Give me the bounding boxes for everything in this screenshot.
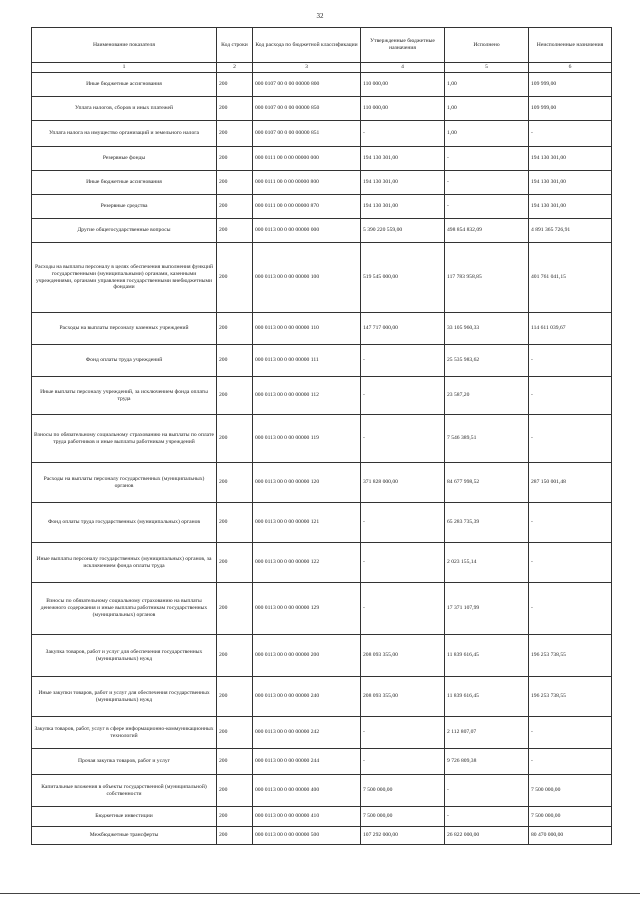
row-classification-code: 000 0107 00 0 00 00000 851 bbox=[253, 121, 361, 147]
row-approved: 7 500 000,00 bbox=[361, 775, 445, 807]
row-executed: 25 535 983,62 bbox=[445, 345, 529, 377]
table-body bbox=[32, 73, 612, 845]
row-executed: 9 726 809,38 bbox=[445, 749, 529, 775]
row-name: Резервные средства bbox=[32, 195, 217, 219]
row-executed: - bbox=[445, 775, 529, 807]
row-name: Расходы на выплаты персоналу в целях обеспечения выполнения функций государственными (муниципальными) органами, казенными учреждениями, органами управления государственными внебюджетными фондами bbox=[32, 243, 217, 313]
row-unexecuted: 194 130 301,00 bbox=[529, 171, 612, 195]
row-name: Иные бюджетные ассигнования bbox=[32, 73, 217, 97]
row-name: Расходы на выплаты персоналу государственных (муниципальных) органов bbox=[32, 463, 217, 503]
table-row bbox=[32, 147, 612, 171]
row-unexecuted: - bbox=[529, 377, 612, 415]
row-classification-code: 000 0113 00 0 00 00000 121 bbox=[253, 503, 361, 543]
row-executed: - bbox=[445, 171, 529, 195]
row-name: Межбюджетные трансферты bbox=[32, 827, 217, 845]
table-row bbox=[32, 827, 612, 845]
row-name: Другие общегосударственные вопросы bbox=[32, 219, 217, 243]
table-row bbox=[32, 717, 612, 749]
row-name: Взносы по обязательному социальному страхованию на выплаты по оплате труда работников и иные выплаты работникам учреждений bbox=[32, 415, 217, 463]
row-line-code: 200 bbox=[217, 635, 253, 677]
table-row bbox=[32, 415, 612, 463]
row-line-code: 200 bbox=[217, 313, 253, 345]
row-line-code: 200 bbox=[217, 171, 253, 195]
row-unexecuted: 109 999,00 bbox=[529, 73, 612, 97]
row-classification-code: 000 0113 00 0 00 00000 110 bbox=[253, 313, 361, 345]
row-line-code: 200 bbox=[217, 583, 253, 635]
column-number-row bbox=[32, 63, 612, 73]
row-name: Взносы по обязательному социальному страхованию на выплаты денежного содержания и иные выплаты работникам государственных (муниципальных) органов bbox=[32, 583, 217, 635]
row-line-code: 200 bbox=[217, 503, 253, 543]
row-executed: 7 546 389,51 bbox=[445, 415, 529, 463]
row-classification-code: 000 0113 00 0 00 00000 120 bbox=[253, 463, 361, 503]
row-name: Закупка товаров, работ и услуг для обеспечения государственных (муниципальных) нужд bbox=[32, 635, 217, 677]
row-classification-code: 000 0113 00 0 00 00000 500 bbox=[253, 827, 361, 845]
column-number: 5 bbox=[445, 63, 529, 73]
row-line-code: 200 bbox=[217, 345, 253, 377]
row-executed: 23 587,20 bbox=[445, 377, 529, 415]
row-classification-code: 000 0111 00 0 00 00000 000 bbox=[253, 147, 361, 171]
table-row bbox=[32, 677, 612, 717]
row-approved: 110 000,00 bbox=[361, 97, 445, 121]
table-row bbox=[32, 463, 612, 503]
row-name: Капитальные вложения в объекты государственной (муниципальной) собственности bbox=[32, 775, 217, 807]
row-classification-code: 000 0113 00 0 00 00000 400 bbox=[253, 775, 361, 807]
row-name: Иные выплаты персоналу государственных (муниципальных) органов, за исключением фонда оплаты труда bbox=[32, 543, 217, 583]
row-unexecuted: - bbox=[529, 503, 612, 543]
row-name: Закупка товаров, работ, услуг в сфере информационно-коммуникационных технологий bbox=[32, 717, 217, 749]
row-name: Прочая закупка товаров, работ и услуг bbox=[32, 749, 217, 775]
row-approved: 194 130 301,00 bbox=[361, 171, 445, 195]
row-unexecuted: 196 253 738,55 bbox=[529, 677, 612, 717]
table-row bbox=[32, 583, 612, 635]
table-row bbox=[32, 243, 612, 313]
row-approved: - bbox=[361, 717, 445, 749]
row-line-code: 200 bbox=[217, 717, 253, 749]
table-row bbox=[32, 171, 612, 195]
row-unexecuted: - bbox=[529, 415, 612, 463]
row-line-code: 200 bbox=[217, 121, 253, 147]
table-row bbox=[32, 775, 612, 807]
row-line-code: 200 bbox=[217, 195, 253, 219]
row-classification-code: 000 0113 00 0 00 00000 000 bbox=[253, 219, 361, 243]
row-unexecuted: - bbox=[529, 345, 612, 377]
table-row bbox=[32, 635, 612, 677]
row-line-code: 200 bbox=[217, 827, 253, 845]
row-executed: 11 839 616,45 bbox=[445, 677, 529, 717]
row-approved: - bbox=[361, 415, 445, 463]
row-unexecuted: 196 253 738,55 bbox=[529, 635, 612, 677]
row-executed: 1,00 bbox=[445, 73, 529, 97]
bottom-divider bbox=[0, 893, 640, 894]
row-approved: 147 717 000,00 bbox=[361, 313, 445, 345]
row-line-code: 200 bbox=[217, 377, 253, 415]
row-line-code: 200 bbox=[217, 463, 253, 503]
row-unexecuted: 7 500 000,00 bbox=[529, 807, 612, 827]
table-row bbox=[32, 313, 612, 345]
row-line-code: 200 bbox=[217, 677, 253, 717]
row-classification-code: 000 0113 00 0 00 00000 122 bbox=[253, 543, 361, 583]
row-name: Иные закупки товаров, работ и услуг для обеспечения государственных (муниципальных) нужд bbox=[32, 677, 217, 717]
row-unexecuted: - bbox=[529, 121, 612, 147]
row-classification-code: 000 0113 00 0 00 00000 410 bbox=[253, 807, 361, 827]
row-approved: 7 500 000,00 bbox=[361, 807, 445, 827]
row-approved: - bbox=[361, 749, 445, 775]
row-name: Уплата налога на имущество организаций и земельного налога bbox=[32, 121, 217, 147]
row-classification-code: 000 0107 00 0 00 00000 800 bbox=[253, 73, 361, 97]
row-classification-code: 000 0111 00 0 00 00000 870 bbox=[253, 195, 361, 219]
row-line-code: 200 bbox=[217, 73, 253, 97]
table-row bbox=[32, 121, 612, 147]
row-executed: - bbox=[445, 807, 529, 827]
row-classification-code: 000 0113 00 0 00 00000 129 bbox=[253, 583, 361, 635]
row-unexecuted: - bbox=[529, 583, 612, 635]
row-unexecuted: 194 130 301,00 bbox=[529, 195, 612, 219]
row-executed: 84 677 998,52 bbox=[445, 463, 529, 503]
table-row bbox=[32, 543, 612, 583]
row-unexecuted: 194 130 301,00 bbox=[529, 147, 612, 171]
header-executed: Исполнено bbox=[445, 28, 529, 63]
page-number: 32 bbox=[316, 12, 324, 20]
header-indicator-name: Наименование показателя bbox=[32, 28, 217, 63]
row-executed: 498 854 832,09 bbox=[445, 219, 529, 243]
row-line-code: 200 bbox=[217, 543, 253, 583]
row-classification-code: 000 0113 00 0 00 00000 119 bbox=[253, 415, 361, 463]
row-name: Фонд оплаты труда учреждений bbox=[32, 345, 217, 377]
header-row bbox=[32, 28, 612, 63]
row-executed: 1,00 bbox=[445, 121, 529, 147]
table-row bbox=[32, 97, 612, 121]
row-approved: 194 130 301,00 bbox=[361, 147, 445, 171]
table-row bbox=[32, 219, 612, 243]
row-classification-code: 000 0113 00 0 00 00000 100 bbox=[253, 243, 361, 313]
table-row bbox=[32, 749, 612, 775]
row-approved: 519 545 000,00 bbox=[361, 243, 445, 313]
row-executed: 1,00 bbox=[445, 97, 529, 121]
row-classification-code: 000 0113 00 0 00 00000 240 bbox=[253, 677, 361, 717]
table-row bbox=[32, 195, 612, 219]
row-executed: 33 105 960,33 bbox=[445, 313, 529, 345]
header-budget-classification: Код расхода по бюджетной классификации bbox=[253, 28, 361, 63]
row-classification-code: 000 0113 00 0 00 00000 112 bbox=[253, 377, 361, 415]
row-unexecuted: 287 150 001,48 bbox=[529, 463, 612, 503]
row-approved: - bbox=[361, 345, 445, 377]
row-approved: - bbox=[361, 583, 445, 635]
row-unexecuted: 401 761 041,15 bbox=[529, 243, 612, 313]
row-approved: 371 828 000,00 bbox=[361, 463, 445, 503]
row-approved: 208 093 355,00 bbox=[361, 677, 445, 717]
row-name: Фонд оплаты труда государственных (муниципальных) органов bbox=[32, 503, 217, 543]
row-name: Иные выплаты персоналу учреждений, за исключением фонда оплаты труда bbox=[32, 377, 217, 415]
table-row bbox=[32, 73, 612, 97]
row-line-code: 200 bbox=[217, 219, 253, 243]
row-approved: 208 093 355,00 bbox=[361, 635, 445, 677]
row-classification-code: 000 0113 00 0 00 00000 111 bbox=[253, 345, 361, 377]
column-number: 3 bbox=[253, 63, 361, 73]
row-approved: - bbox=[361, 503, 445, 543]
row-unexecuted: 80 470 000,00 bbox=[529, 827, 612, 845]
column-number: 1 bbox=[32, 63, 217, 73]
row-executed: 11 839 616,45 bbox=[445, 635, 529, 677]
row-line-code: 200 bbox=[217, 243, 253, 313]
row-executed: 17 371 107,99 bbox=[445, 583, 529, 635]
table-row bbox=[32, 377, 612, 415]
row-name: Расходы на выплаты персоналу казенных учреждений bbox=[32, 313, 217, 345]
row-classification-code: 000 0111 00 0 00 00000 800 bbox=[253, 171, 361, 195]
row-executed: - bbox=[445, 147, 529, 171]
row-unexecuted: 114 611 039,67 bbox=[529, 313, 612, 345]
column-number: 6 bbox=[529, 63, 612, 73]
table-row bbox=[32, 807, 612, 827]
row-approved: - bbox=[361, 377, 445, 415]
row-approved: 110 000,00 bbox=[361, 73, 445, 97]
row-line-code: 200 bbox=[217, 807, 253, 827]
table-row bbox=[32, 503, 612, 543]
row-executed: 65 283 735,39 bbox=[445, 503, 529, 543]
header-unexecuted: Неисполненные назначения bbox=[529, 28, 612, 63]
row-approved: 194 130 301,00 bbox=[361, 195, 445, 219]
row-name: Уплата налогов, сборов и иных платежей bbox=[32, 97, 217, 121]
row-approved: 107 292 000,00 bbox=[361, 827, 445, 845]
budget-execution-table bbox=[31, 27, 612, 845]
row-line-code: 200 bbox=[217, 97, 253, 121]
row-line-code: 200 bbox=[217, 147, 253, 171]
row-line-code: 200 bbox=[217, 749, 253, 775]
header-line-code: Код строки bbox=[217, 28, 253, 63]
row-unexecuted: 4 891 365 726,91 bbox=[529, 219, 612, 243]
row-approved: 5 390 220 559,00 bbox=[361, 219, 445, 243]
row-line-code: 200 bbox=[217, 415, 253, 463]
row-classification-code: 000 0113 00 0 00 00000 244 bbox=[253, 749, 361, 775]
row-classification-code: 000 0113 00 0 00 00000 242 bbox=[253, 717, 361, 749]
row-executed: 2 112 807,07 bbox=[445, 717, 529, 749]
row-name: Бюджетные инвестиции bbox=[32, 807, 217, 827]
row-executed: 26 822 000,00 bbox=[445, 827, 529, 845]
row-unexecuted: - bbox=[529, 749, 612, 775]
row-unexecuted: 109 999,00 bbox=[529, 97, 612, 121]
row-classification-code: 000 0107 00 0 00 00000 850 bbox=[253, 97, 361, 121]
row-classification-code: 000 0113 00 0 00 00000 200 bbox=[253, 635, 361, 677]
row-unexecuted: 7 500 000,00 bbox=[529, 775, 612, 807]
header-approved: Утвержденные бюджетные назначения bbox=[361, 28, 445, 63]
table-row bbox=[32, 345, 612, 377]
column-number: 4 bbox=[361, 63, 445, 73]
row-executed: 117 783 958,85 bbox=[445, 243, 529, 313]
row-executed: - bbox=[445, 195, 529, 219]
column-number: 2 bbox=[217, 63, 253, 73]
row-executed: 2 023 155,14 bbox=[445, 543, 529, 583]
row-name: Иные бюджетные ассигнования bbox=[32, 171, 217, 195]
row-approved: - bbox=[361, 121, 445, 147]
row-name: Резервные фонды bbox=[32, 147, 217, 171]
row-approved: - bbox=[361, 543, 445, 583]
row-unexecuted: - bbox=[529, 717, 612, 749]
row-line-code: 200 bbox=[217, 775, 253, 807]
row-unexecuted: - bbox=[529, 543, 612, 583]
